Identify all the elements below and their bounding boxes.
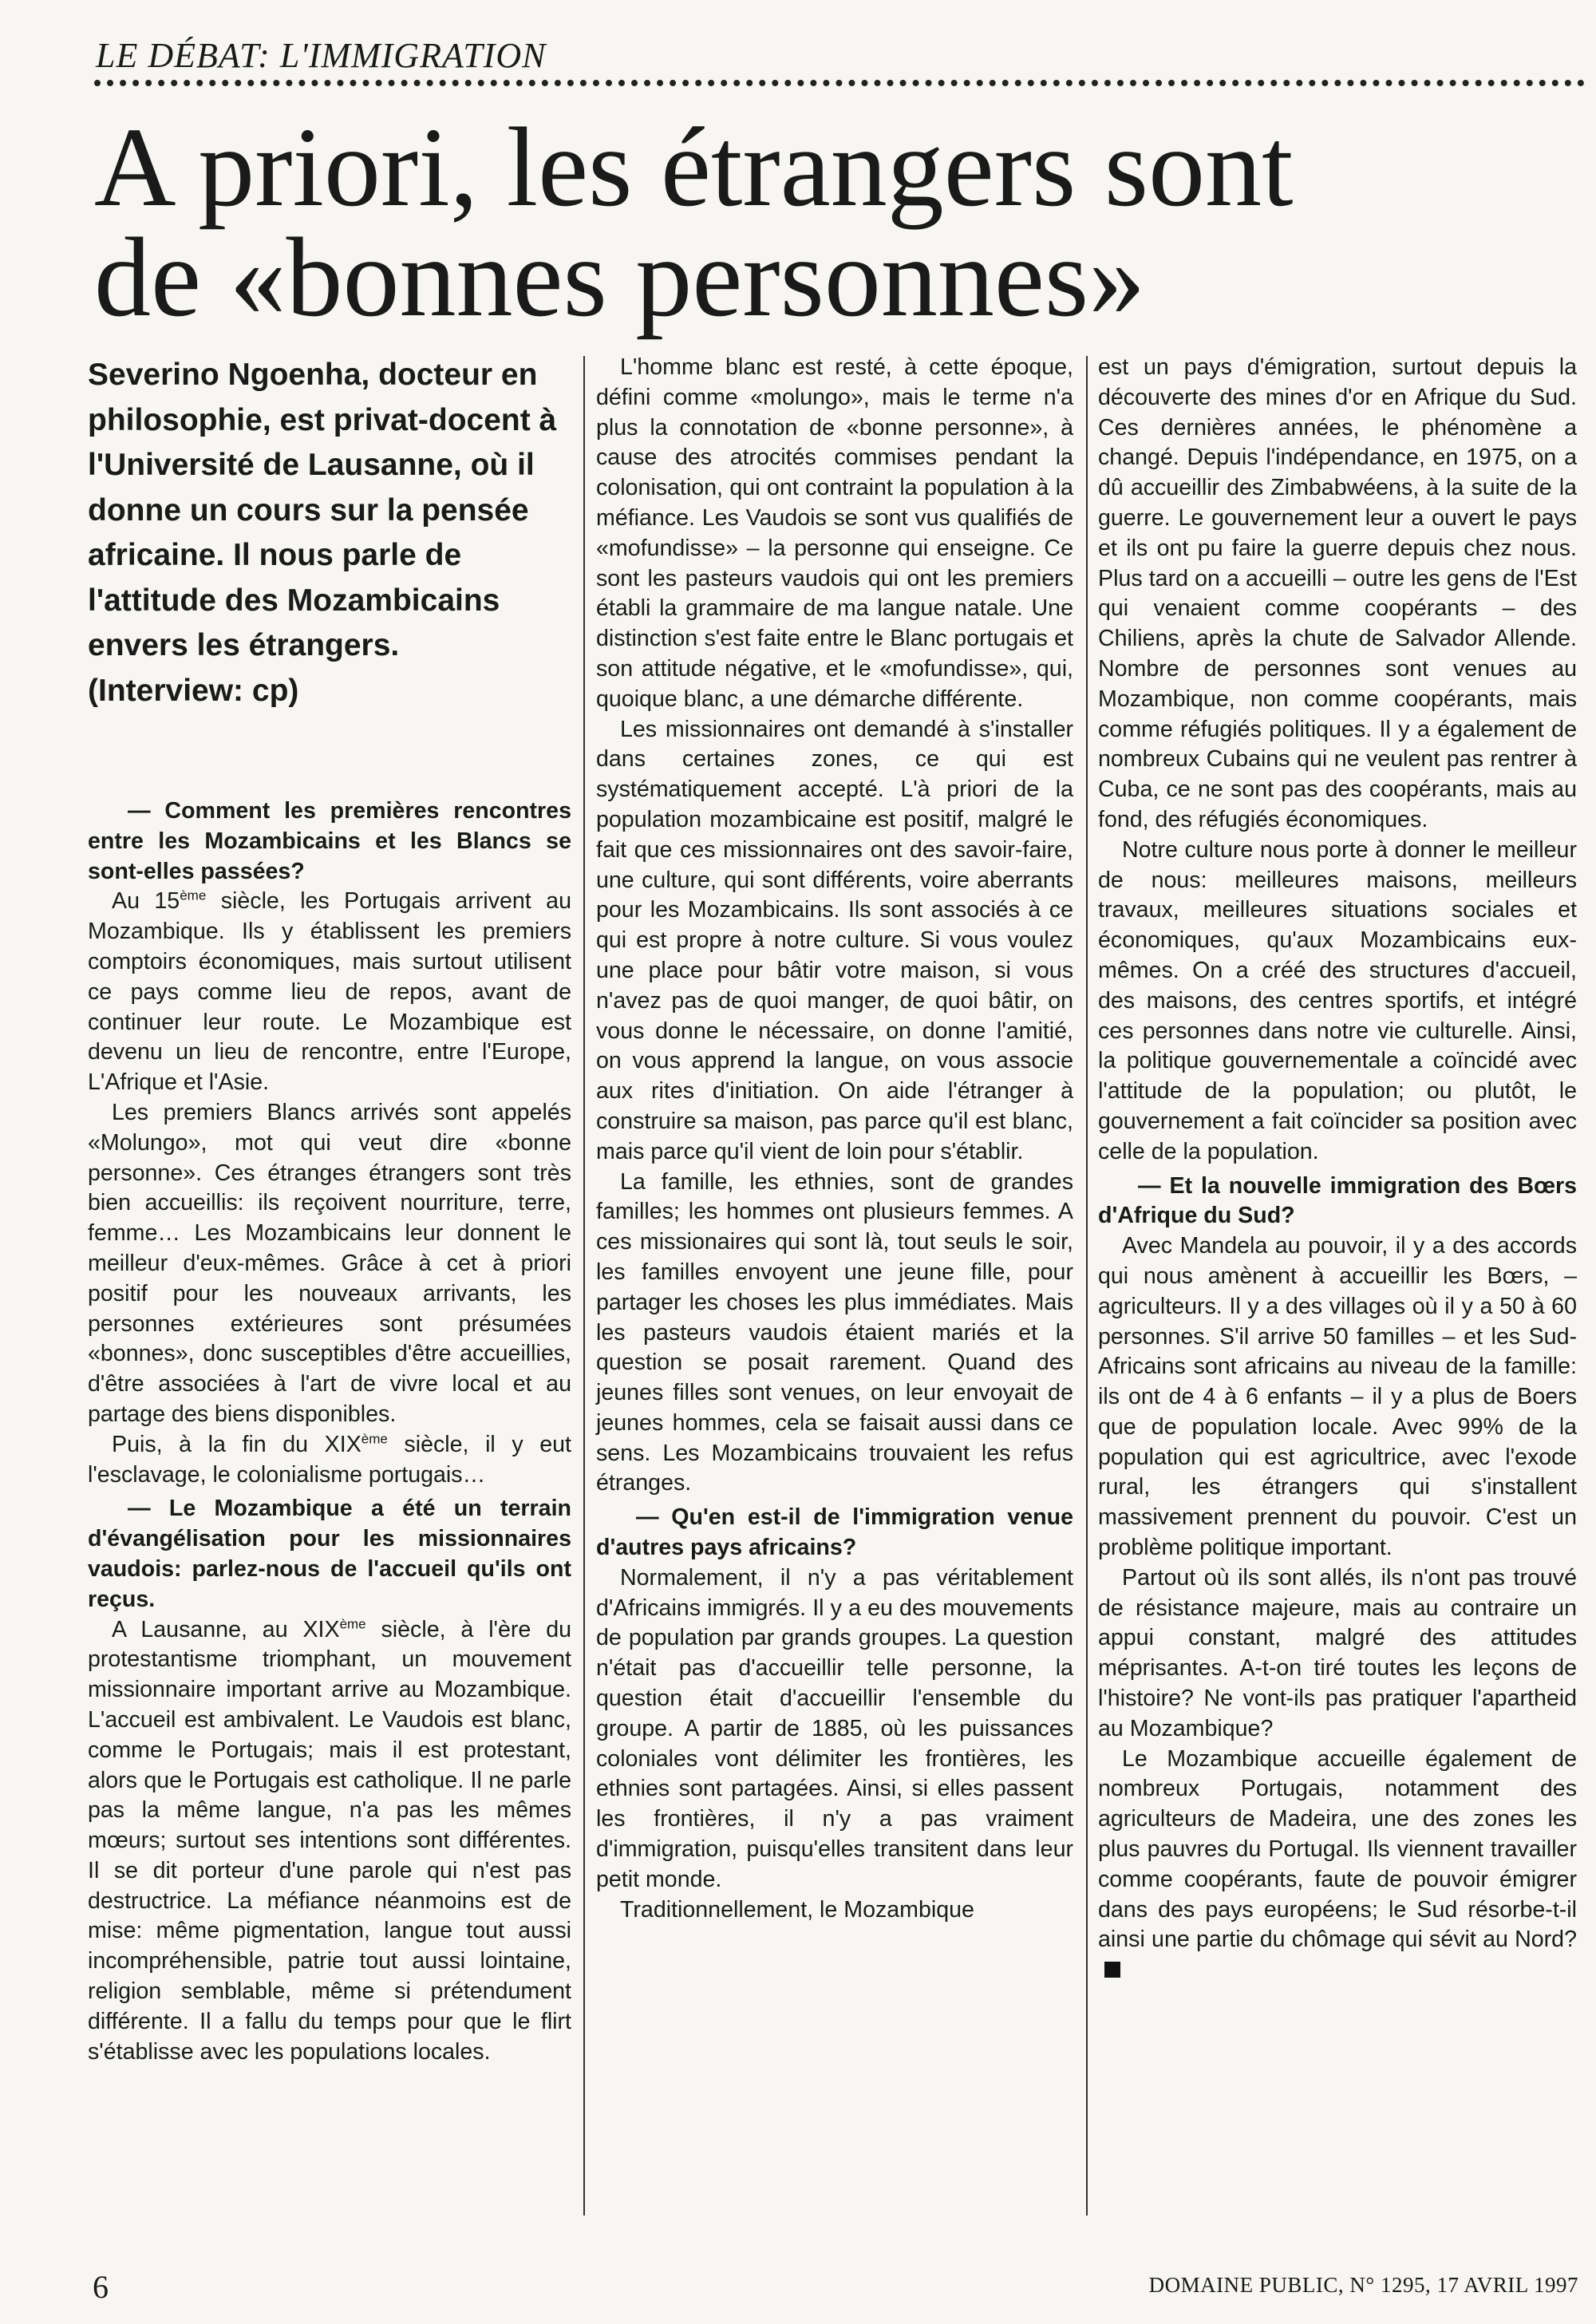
article-headline xyxy=(94,104,1578,340)
paragraph: L'homme blanc est resté, à cette époque, défini comme «molungo», mais le terme n'a plus la connotation de «bonne personne», à cause des atrocités commises pendant la colonisation, qui ont contraint la population à la méfiance. Les Vaudois se sont vus qualifiés de «mofundisse» – la personne qui enseigne. Ce sont les pasteurs vaudois qui ont les premiers établi la grammaire de ma langue natale. Une distinction s'est faite entre le Blanc portugais et son attitude négative, et le «mofundisse», qui, quoique blanc, a une démarche différente. xyxy=(596,354,1073,712)
text-run: siècle, il y eut l'esclavage, le colonialisme portugais… xyxy=(88,1431,571,1488)
headline-line-1: A priori, les étrangers sont xyxy=(94,104,1294,230)
article-column-3 xyxy=(1098,353,1577,1986)
text-run: Le Mozambique accueille également de nombreux Portugais, notamment des agriculteurs de Madeira, une des zones les plus pauvres du Portugal. Ils viennent travailler comme coopérants, faute de pouvoir émigrer dans des pays européens; le Sud résorbe-t-il ainsi une partie du chômage qui sévit au Nord? xyxy=(1098,1745,1577,1953)
text-run: siècle, à l'ère du protestantisme triomphant, un mouvement missionnaire important arrive au Mozambique. L'accueil est ambivalent. Le Vaudois est blanc, comme le Portugais; mais il est protestant, alors que le Portugais est catholique. Il ne parle pas la même langue, n'a pas les mêmes mœurs; surtout ses intentions sont différentes. Il se dit porteur d'une parole qui n'est pas destructrice. La méfiance néanmoins est de mise: même pigmentation, langue tout aussi incompréhensible, patrie tout aussi lointaine, religion semblable, même si prétendument différente. Il a fallu du temps pour que le flirt s'établisse avec les populations locales. xyxy=(88,1616,572,2065)
paragraph xyxy=(88,1615,571,2068)
interview-question: — Comment les premières rencontres entre les Mozambicains et les Blancs se sont-elles passées? xyxy=(88,798,571,884)
paragraph: Avec Mandela au pouvoir, il y a des accords qui nous amènent à accueillir les Bœrs, – agriculteurs. Il y a des villages où il y a 50 à 60 personnes. S'il arrive 50 familles – et les Sud-Africains sont africains au niveau de la famille: ils ont de 4 à 6 enfants – il y a plus de Boers que de population locale. Avec 99% de la population qui est agricultrice, avec l'exode rural, les étrangers qui s'installent massivement prennent du pouvoir. C'est un problème politique important. xyxy=(1098,1233,1577,1561)
headline-line-2: de «bonnes personnes» xyxy=(94,214,1146,340)
interview-question: — Qu'en est-il de l'immigration venue d'autres pays africains? xyxy=(596,1504,1073,1561)
paragraph: Partout où ils sont allés, ils n'ont pas trouvé de résistance majeure, mais au contraire un appui constant, malgré des attitudes méprisantes. A-t-on tiré toutes les leçons de l'histoire? Ne vont-ils pas pratiquer l'apartheid au Mozambique? xyxy=(1098,1564,1577,1741)
text-run: A Lausanne, au XIX xyxy=(112,1616,340,1642)
column-rule-2 xyxy=(1086,356,1088,2215)
superscript: ème xyxy=(180,887,207,903)
superscript: ème xyxy=(361,1431,388,1447)
dotted-divider xyxy=(94,80,1585,86)
paragraph xyxy=(1098,1745,1577,1986)
paragraph: Les premiers Blancs arrivés sont appelés «Molungo», mot qui veut dire «bonne personne». Ces étranges étrangers sont très bien accueillis: ils reçoivent nourriture, terre, femme… Les Mozambicains leur donnent le meilleur d'eux-mêmes. Grâce à cet à priori positif pour les nouveaux arrivants, les personnes extérieures sont présumées «bonnes», donc susceptibles d'être accueillies, d'être associées à l'art de vivre local et au partage des biens disponibles. xyxy=(88,1099,571,1427)
column-rule-1 xyxy=(583,356,585,2215)
paragraph: Traditionnellement, le Mozambique xyxy=(620,1896,974,1923)
paragraph: est un pays d'émigration, surtout depuis la découverte des mines d'or en Afrique du Sud. Ces dernières années, le phénomène a changé. Depuis l'indépendance, en 1975, on a dû accueillir des Zimbabwéens, à la suite de la guerre. Le gouvernement leur a ouvert le pays et ils ont pu faire la guerre depuis chez nous. Plus tard on a accueilli – outre les gens de l'Est qui venaient comme coopérants – des Chiliens, après la chute de Salvador Allende. Nombre de personnes sont venues au Mozambique, non comme coopérants, mais comme réfugiés politiques. Il y a également de nombreux Cubains qui ne veulent pas rentrer à Cuba, ce ne sont pas des coopérants, mais au fond, des réfugiés économiques. xyxy=(1098,354,1577,832)
paragraph xyxy=(88,887,571,1098)
text-run: Puis, à la fin du XIX xyxy=(112,1431,361,1457)
interview-question: — Et la nouvelle immigration des Bœrs d'Afrique du Sud? xyxy=(1098,1172,1577,1229)
paragraph xyxy=(88,1430,571,1491)
paragraph: La famille, les ethnies, sont de grandes familles; les hommes ont plusieurs femmes. A ces missionaires qui sont là, tout seuls le soir, les familles envoyent une jeune fille, pour partager les choses les plus immédiates. Mais les pasteurs vaudois étaient mariés et la question se posait rarement. Quand des jeunes filles sont venues, on leur envoyait de jeunes hommes, cela se faisait aussi dans ce sens. Les Mozambicains trouvaient les refus étranges. xyxy=(596,1168,1073,1496)
section-rubric: LE DÉBAT: L'IMMIGRATION xyxy=(96,36,547,75)
text-run: siècle, les Portugais arrivent au Mozambique. Ils y établissent les premiers comptoirs économiques, mais surtout utilisent ce pays comme lieu de repos, avant de continuer leur route. Le Mozambique est devenu un lieu de rencontre, entre l'Europe, L'Afrique et l'Asie. xyxy=(88,888,571,1096)
publication-footer: DOMAINE PUBLIC, N° 1295, 17 AVRIL 1997 xyxy=(1148,2273,1578,2297)
paragraph: Notre culture nous porte à donner le meilleur de nous: meilleures maisons, meilleurs travaux, meilleures situations sociales et économiques, qu'aux Mozambicains eux-mêmes. On a créé des structures d'accueil, des maisons, des centres sportifs, et intégré ces personnes dans notre vie culturelle. Ainsi, la politique gouvernementale a coïncidé avec l'attitude de la population; ou plutôt, le gouvernement a fait coïncider sa position avec celle de la population. xyxy=(1098,836,1577,1164)
article-column-1 xyxy=(88,353,571,2067)
paragraph: Les missionnaires ont demandé à s'installer dans certaines zones, ce qui est systématiquement accepté. L'à priori de la population mozambicaine est positif, malgré le fait que ces missionnaires ont des savoir-faire, une culture, qui sont différents, voire aberrants pour les Mozambicains. Ils sont associés à ce qui est propre à notre culture. Si vous voulez une place pour bâtir votre maison, si vous n'avez pas de quoi manger, de quoi bâtir, on vous donne le nécessaire, on donne l'amitié, on vous apprend la langue, on vous associe aux rites d'initiation. On aide l'étranger à construire sa maison, pas parce qu'il est blanc, mais parce qu'il vient de loin pour s'établir. xyxy=(596,716,1073,1164)
page-number: 6 xyxy=(93,2269,109,2305)
article-intro: Severino Ngoenha, docteur en philosophie, est privat-docent à l'Université de Lausanne, où il donne un cours sur la pensée africaine. Il nous parle de l'attitude des Mozambicains envers les étrangers. (Interview: cp) xyxy=(88,358,557,708)
text-run: Au 15 xyxy=(112,888,180,915)
interview-question: — Le Mozambique a été un terrain d'évangélisation pour les missionnaires vaudois: parlez-nous de l'accueil qu'ils ont reçus. xyxy=(88,1496,571,1612)
article-column-2 xyxy=(596,353,1073,1925)
paragraph: Normalement, il n'y a pas véritablement d'Africains immigrés. Il y a eu des mouvements de population par grands groupes. La question n'était pas d'accueillir telle personne, la question était d'accueillir l'ensemble du groupe. A partir de 1885, où les puissances coloniales vont délimiter les frontières, les ethnies sont partagées. Ainsi, si elles passent les frontières, il n'y a pas vraiment d'immigration, puisqu'elles transitent dans leur petit monde. xyxy=(596,1564,1073,1892)
superscript: ème xyxy=(339,1615,366,1631)
end-of-article-square-icon xyxy=(1104,1962,1120,1978)
